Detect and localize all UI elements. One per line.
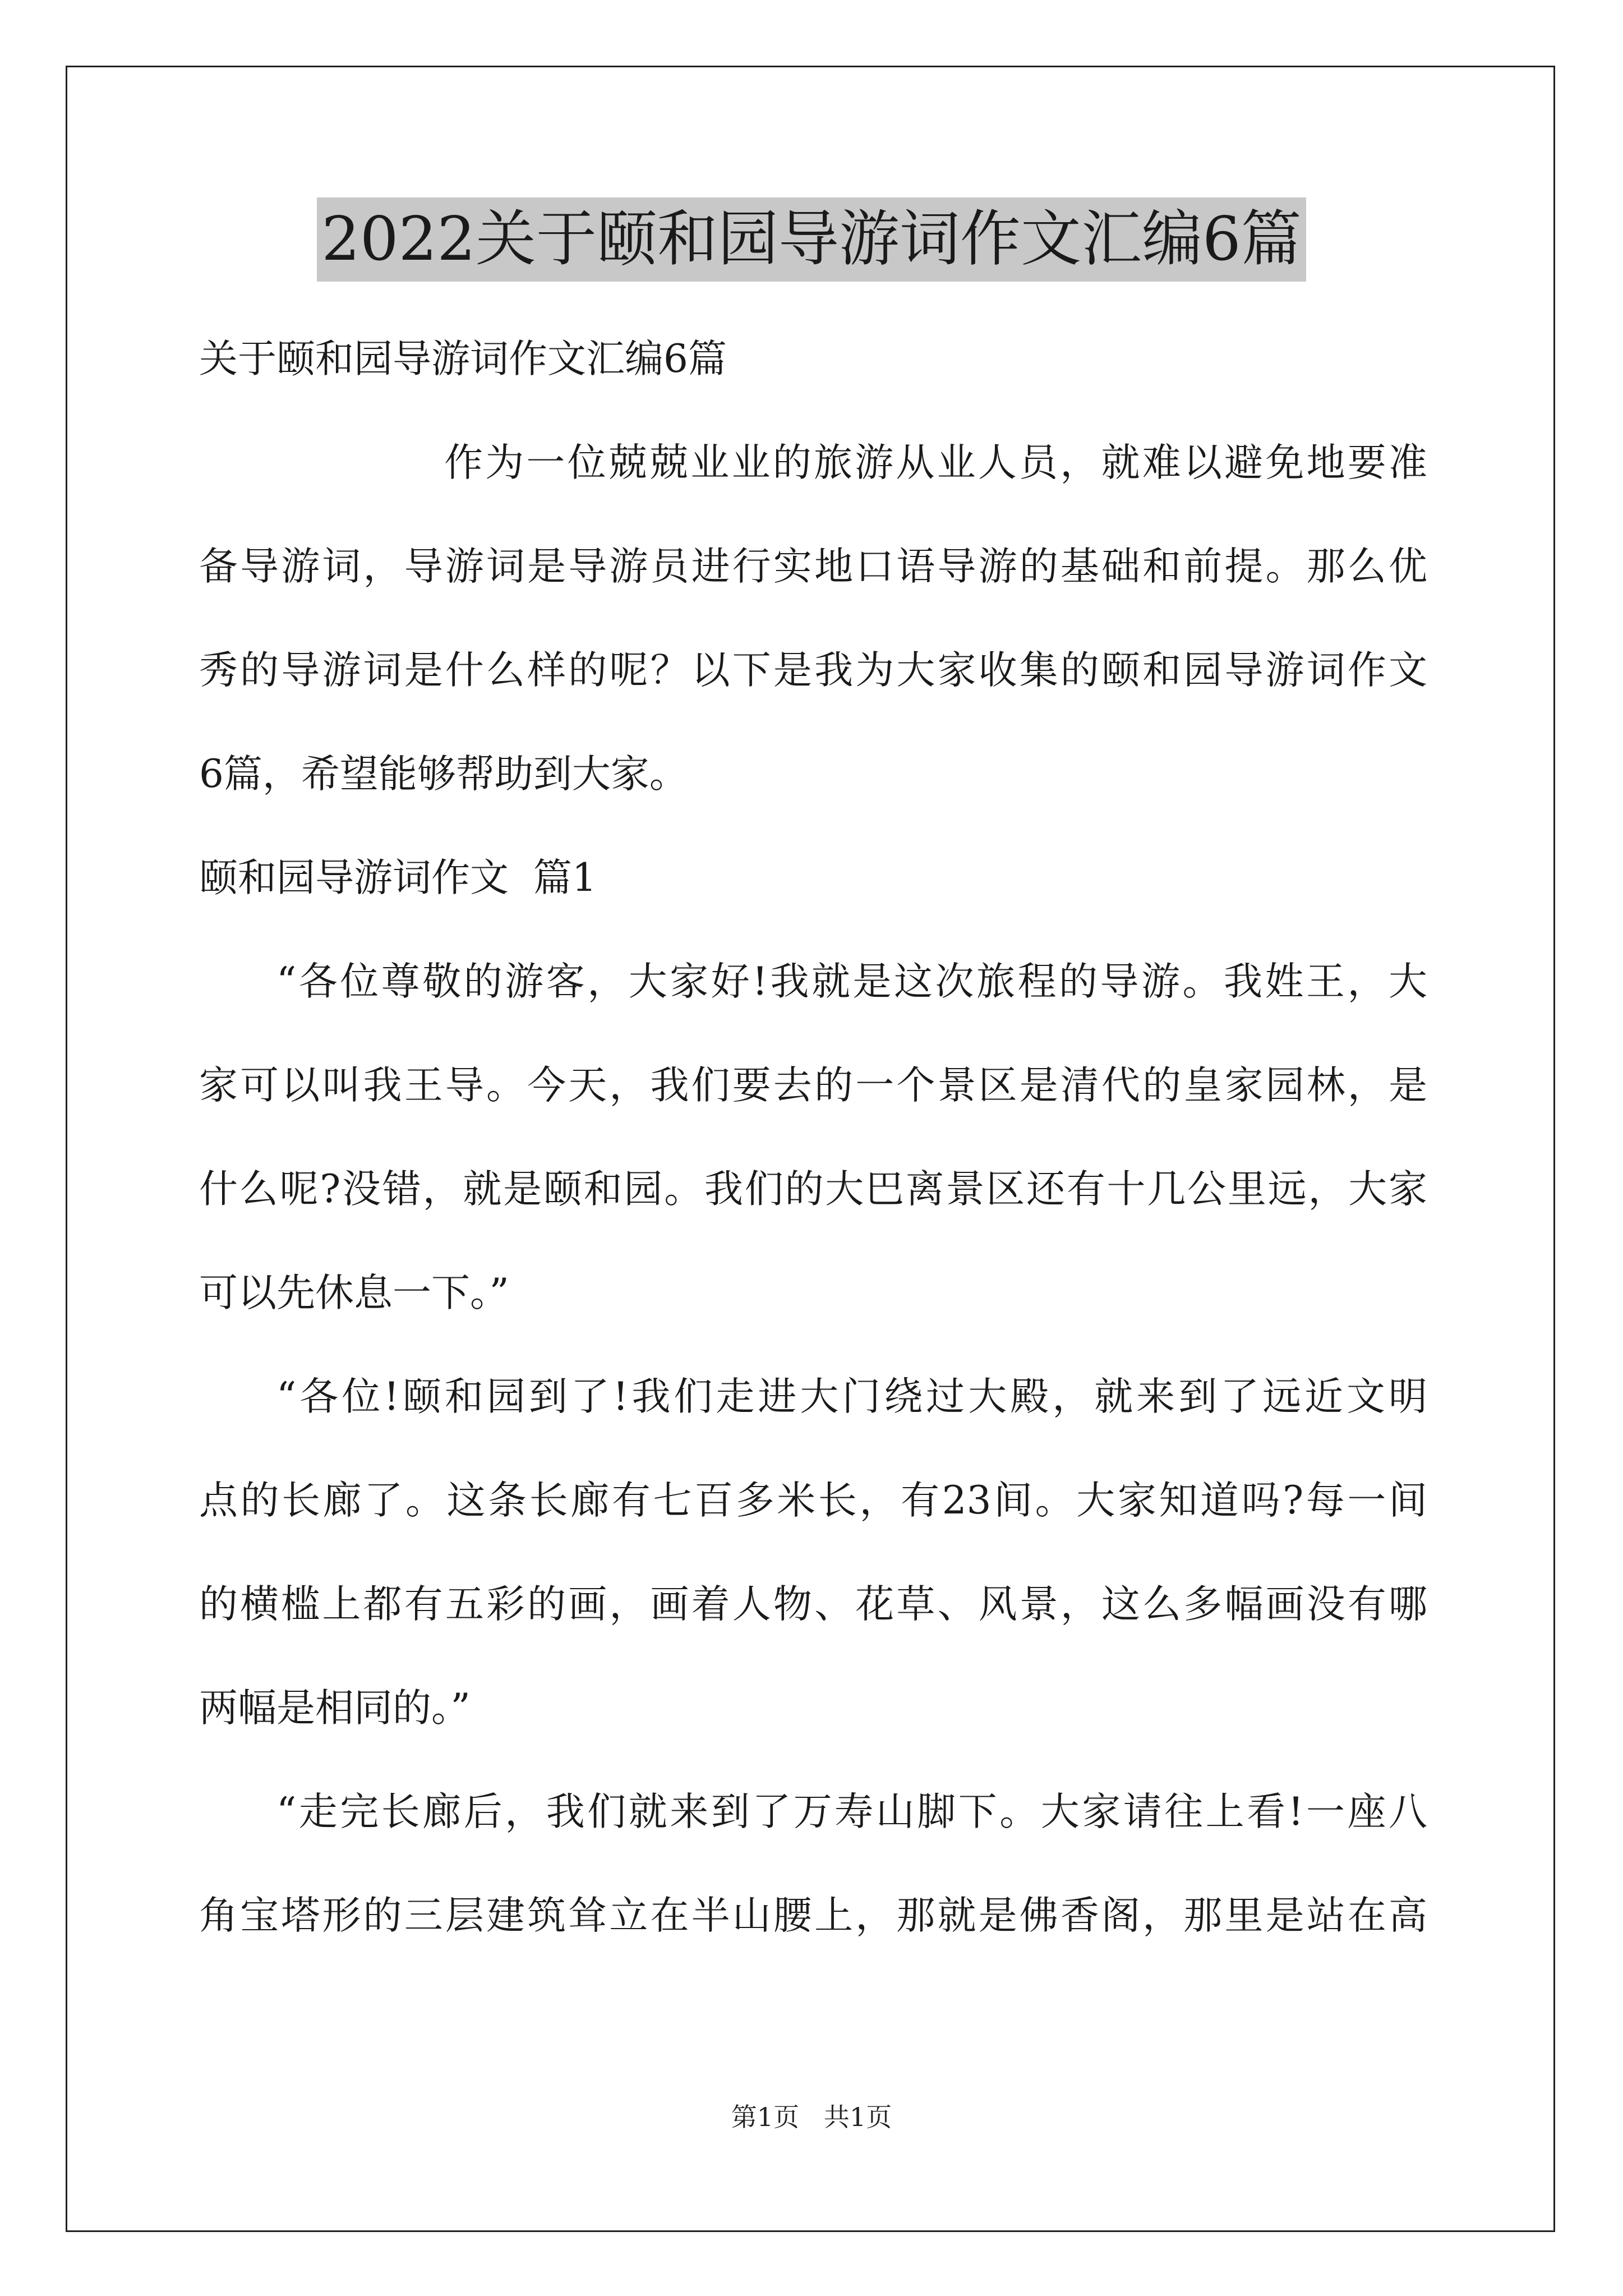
page-footer: 第1页 共1页: [731, 2102, 892, 2132]
paragraph-line: 两幅是相同的。”: [199, 1686, 471, 1731]
paragraph-line: “走完长廊后，我们就来到了万寿山脚下。大家请往上看!一座八: [276, 1789, 1427, 1834]
paragraph-line: “各位!颐和园到了!我们走进大门绕过大殿，就来到了远近文明: [276, 1374, 1427, 1419]
paragraph-line: 点的长廊了。这条长廊有七百多米长，有23间。大家知道吗?每一间: [199, 1478, 1427, 1523]
paragraph-line: 可以先休息一下。”: [199, 1271, 509, 1315]
document-subtitle: 关于颐和园导游词作文汇编6篇: [199, 337, 727, 381]
paragraph-line: 角宝塔形的三层建筑耸立在半山腰上，那就是佛香阁，那里是站在高: [199, 1893, 1427, 1938]
title-wrap: [0, 197, 1623, 282]
intro-line: 作为一位兢兢业业的旅游从业人员，就难以避免地要准: [444, 440, 1427, 485]
document-title: 2022关于颐和园导游词作文汇编6篇: [317, 197, 1306, 282]
paragraph-line: 的横槛上都有五彩的画，画着人物、花草、风景，这么多幅画没有哪: [199, 1582, 1427, 1627]
intro-line: 6篇，希望能够帮助到大家。: [199, 752, 688, 797]
paragraph-line: 家可以叫我王导。今天，我们要去的一个景区是清代的皇家园林，是: [199, 1063, 1427, 1108]
paragraph-line: “各位尊敬的游客，大家好!我就是这次旅程的导游。我姓王，大: [276, 959, 1427, 1004]
section-heading: 颐和园导游词作文 篇1: [199, 855, 597, 900]
intro-line: 备导游词，导游词是导游员进行实地口语导游的基础和前提。那么优: [199, 544, 1427, 589]
intro-line: 秀的导游词是什么样的呢？以下是我为大家收集的颐和园导游词作文: [199, 648, 1427, 693]
document-body: [199, 307, 1427, 1968]
paragraph-line: 什么呢?没错，就是颐和园。我们的大巴离景区还有十几公里远，大家: [199, 1167, 1427, 1212]
